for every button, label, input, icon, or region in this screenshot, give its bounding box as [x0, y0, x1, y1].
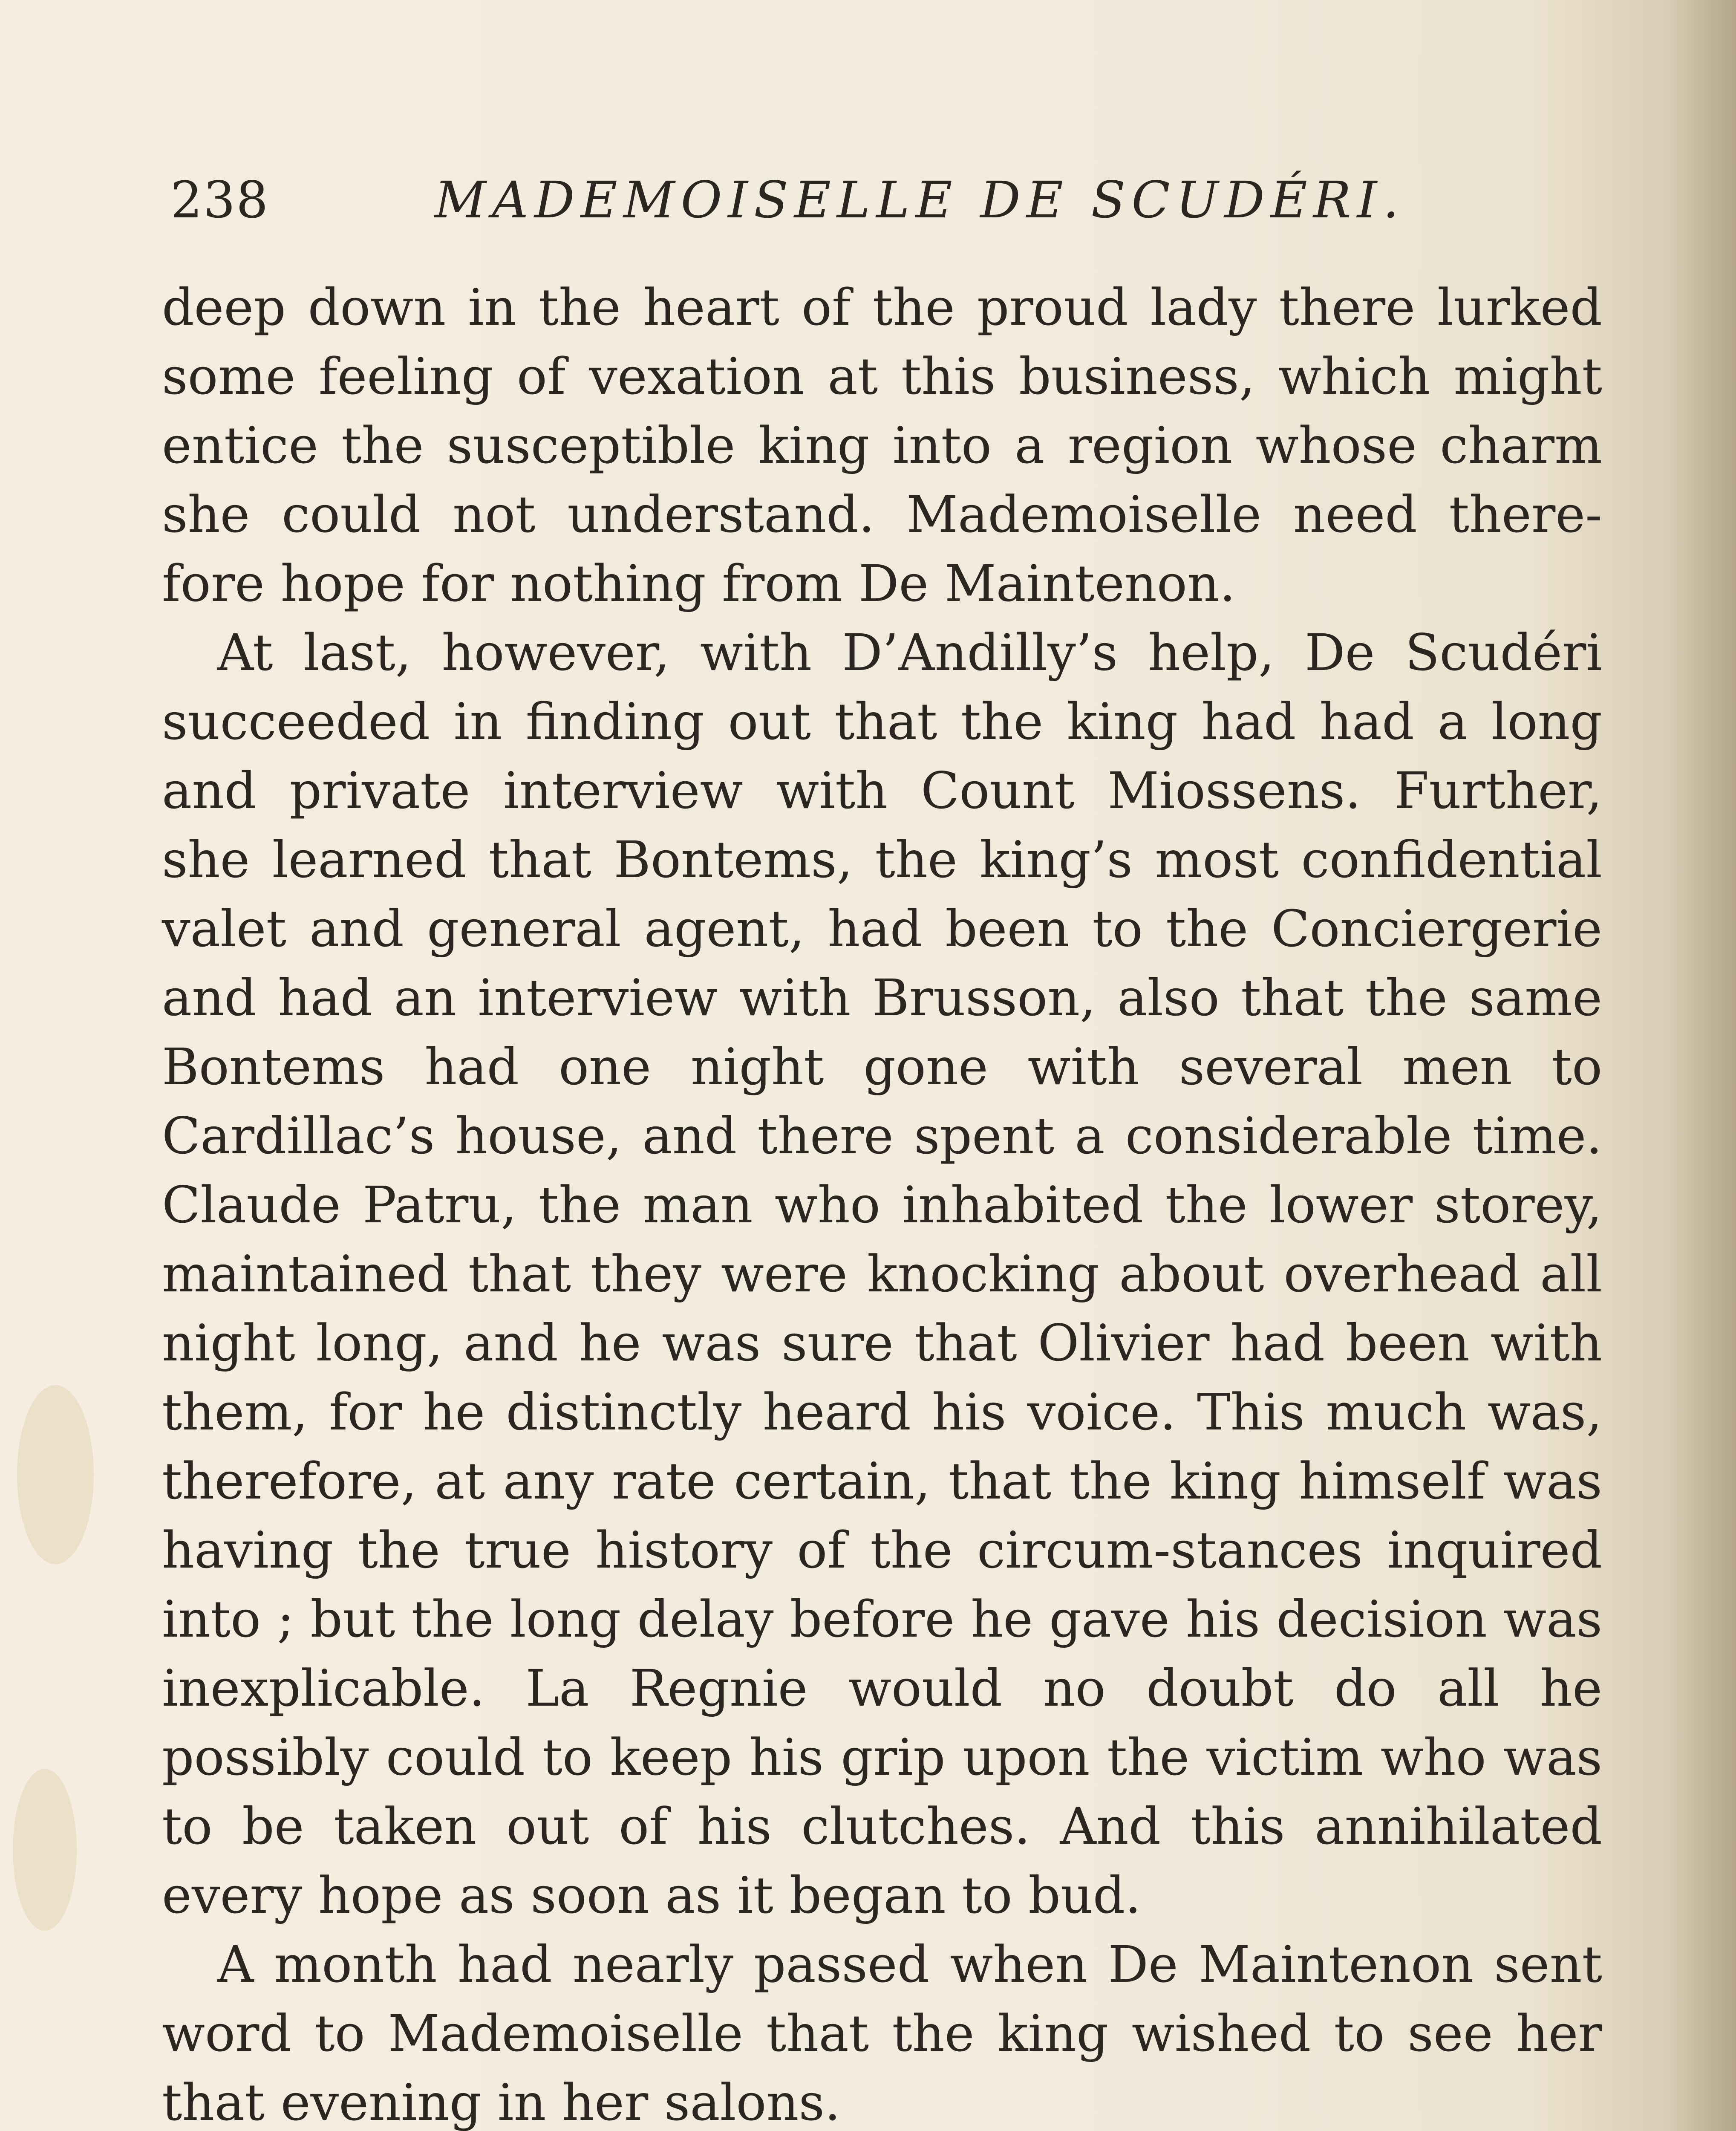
page-number: 238: [170, 170, 269, 229]
running-head: [170, 162, 1602, 247]
paper-stain: [17, 1385, 94, 1564]
paragraph: A month had nearly passed when De Maintenon sent word to Mademoiselle that the king wished to see her that evening in her salons.: [162, 1935, 1602, 2131]
body-text: [162, 273, 1602, 2131]
spine-shadow: [1668, 0, 1736, 2131]
paper-stain: [13, 1769, 77, 1931]
paragraph: At last, however, with D’Andilly’s help, De Scudéri succeeded in finding out that the king had had a long and private interview with Count Miossens. Further, she learned that Bontems, the king’s most confidential valet and general agent, had been to the Conciergerie and had an interview with Brusson, also that the same Bontems had one night gone with several men to Cardillac’s house, and there spent a considerable time. Claude Patru, the man who inhabited the lower storey, maintained that they were knocking about overhead all night long, and he was sure that Olivier had been with them, for he distinctly heard his voice. This much was, therefore, at any rate certain, that the king himself was having the true history of the circum-stances inquired into ; but the long delay before he gave his decision was inexplicable. La Regnie would no doubt do all he possibly could to keep his grip upon the victim who was to be taken out of his clutches. And this annihilated every hope as soon as it began to bud.: [162, 623, 1602, 1925]
running-title: MADEMOISELLE DE SCUDÉRI.: [435, 170, 1405, 229]
paragraph: deep down in the heart of the proud lady there lurked some feeling of vexation at this business, which might entice the susceptible king into a region whose charm she could not understand. Mademoiselle need there-fore hope for nothing from De Maintenon.: [162, 278, 1602, 613]
